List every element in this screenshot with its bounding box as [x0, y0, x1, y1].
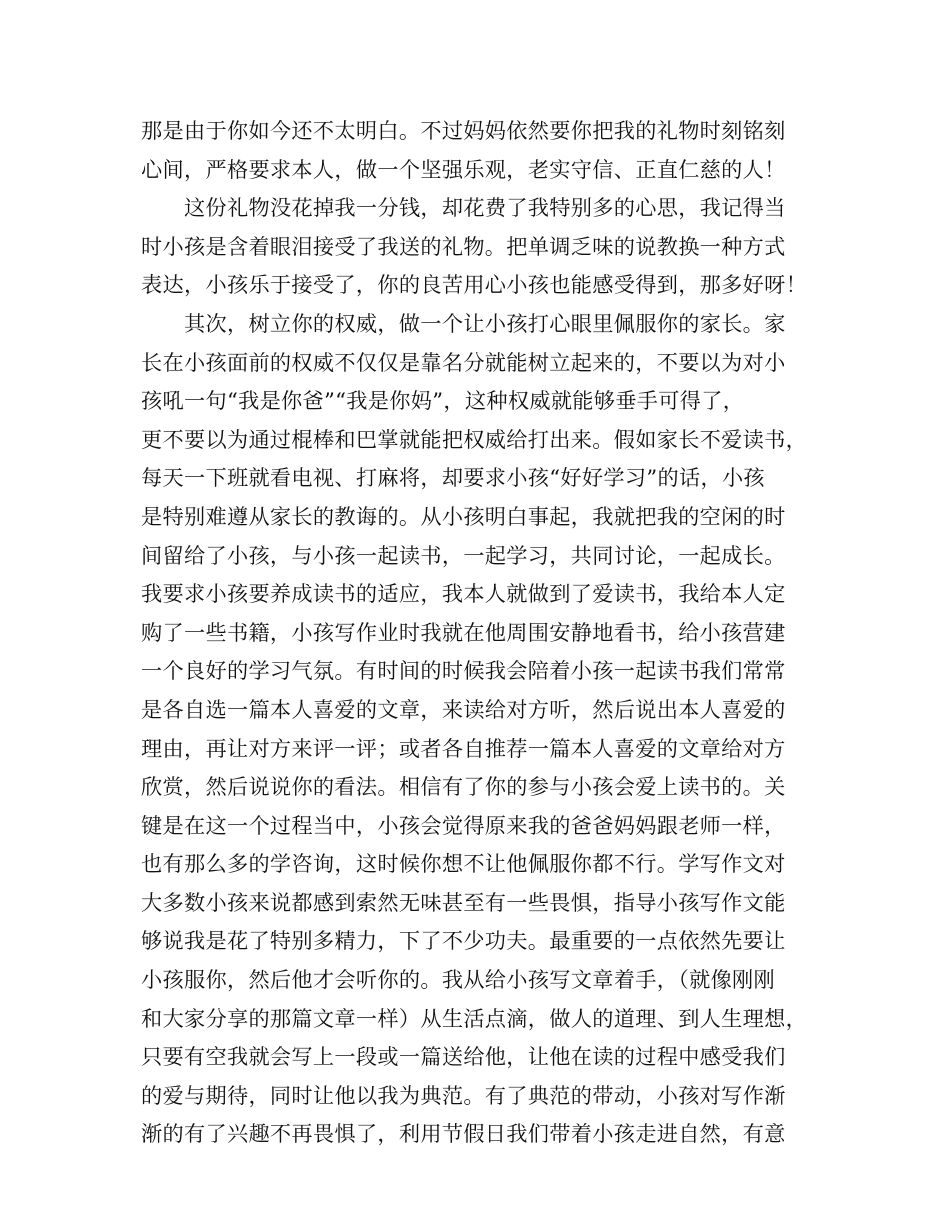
body-text: [141, 112, 823, 1154]
text-line: 只要有空我就会写上一段或一篇送给他，让他在读的过程中感受我们: [141, 1044, 786, 1070]
text-line: 是各自选一篇本人喜爱的文章，来读给对方听，然后说出本人喜爱的: [141, 696, 786, 722]
text-line: 时小孩是含着眼泪接受了我送的礼物。把单调乏味的说教换一种方式: [141, 233, 786, 259]
text-line: 间留给了小孩，与小孩一起读书，一起学习，共同讨论，一起成长。: [141, 542, 786, 568]
text-line: 这份礼物没花掉我一分钱，却花费了我特别多的心思，我记得当: [184, 195, 786, 221]
text-line: 每天一下班就看电视、打麻将，却要求小孩“好好学习”的话，小孩: [141, 465, 765, 491]
text-line: 一个良好的学习气氛。有时间的时候我会陪着小孩一起读书我们常常: [141, 658, 786, 684]
text-line: 我要求小孩要养成读书的适应，我本人就做到了爱读书，我给本人定: [141, 581, 786, 607]
text-line: 渐的有了兴趣不再畏惧了，利用节假日我们带着小孩走进自然，有意: [141, 1121, 786, 1147]
text-line: 也有那么多的学咨询，这时候你想不让他佩服你都不行。学写作文对: [141, 851, 786, 877]
text-line: 购了一些书籍，小孩写作业时我就在他周围安静地看书，给小孩营建: [141, 619, 786, 645]
text-line: 长在小孩面前的权威不仅仅是靠名分就能树立起来的，不要以为对小: [141, 349, 786, 375]
text-line: 是特别难遵从家长的教诲的。从小孩明白事起，我就把我的空闲的时: [141, 503, 786, 529]
text-line: 够说我是花了特别多精力，下了不少功夫。最重要的一点依然先要让: [141, 928, 786, 954]
text-line: 大多数小孩来说都感到索然无味甚至有一些畏惧，指导小孩写作文能: [141, 889, 786, 915]
text-line: 孩吼一句“我是你爸”“我是你妈”，这种权威就能够垂手可得了，: [141, 388, 745, 414]
text-line: 欣赏，然后说说你的看法。相信有了你的参与小孩会爱上读书的。关: [141, 774, 786, 800]
text-line: 理由，再让对方来评一评；或者各自推荐一篇本人喜爱的文章给对方: [141, 735, 786, 761]
text-line: 那是由于你如今还不太明白。不过妈妈依然要你把我的礼物时刻铭刻: [141, 118, 786, 143]
text-line: 其次，树立你的权威，做一个让小孩打心眼里佩服你的家长。家: [184, 310, 786, 336]
text-line: 键是在这一个过程当中，小孩会觉得原来我的爸爸妈妈跟老师一样，: [141, 812, 786, 838]
text-line: 和大家分享的那篇文章一样）从生活点滴，做人的道理、到人生理想，: [141, 1005, 808, 1031]
text-line: 心间，严格要求本人，做一个坚强乐观，老实守信、正直仁慈的人！: [141, 156, 786, 182]
text-line: 的爱与期待，同时让他以我为典范。有了典范的带动，小孩对写作渐: [141, 1082, 786, 1108]
text-line: 小孩服你，然后他才会听你的。我从给小孩写文章着手，（就像刚刚: [141, 967, 776, 993]
text-line: 表达，小孩乐于接受了，你的良苦用心小孩也能感受得到，那多好呀！: [141, 272, 808, 298]
text-line: 更不要以为通过棍棒和巴掌就能把权威给打出来。假如家长不爱读书，: [141, 426, 808, 452]
